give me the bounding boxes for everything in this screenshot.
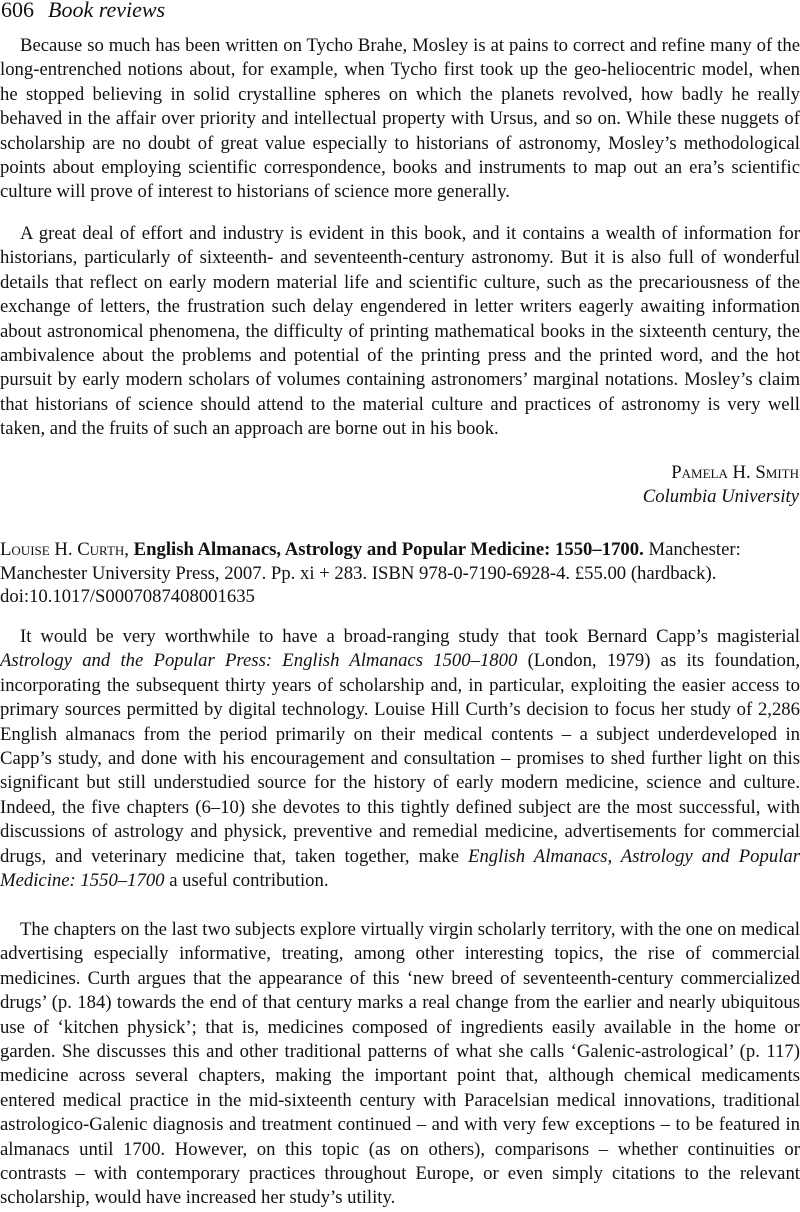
review2-p1-text-b: (London, 1979) as its foundation, incorporating the subsequent thirty years of scholarship and, in particular, exploiting the easier access to primary sources permitted by digital technology. Louise Hill Curth’s decision to focus her study of 2,286 English almanacs from the period primarily on their medical contents – a subject underdeveloped in Capp’s study, and done with his encouragement and consultation – promises to shed further light on this significant but still understudied source for the history of early modern medicine, science and culture. Indeed, the five chapters (6–10) she devotes to this tightly defined subject are the most successful, with discussions of astrology and physick, preventive and remedial medicine, advertisements for commercial drugs, and veterinary medicine that, taken together, make — [0, 650, 800, 867]
review2-p1-text-a: It would be very worthwhile to have a broad-ranging study that took Bernard Capp’s magisterial — [20, 626, 800, 647]
capp-book-title: Astrology and the Popular Press: English Almanacs 1500–1800 — [0, 650, 518, 672]
review1-paragraph-2: A great deal of effort and industry is evident in this book, and it contains a wealth of information for historians, particularly of sixteenth- and seventeenth-century astronomy. But it is also full of wonderful details that reflect on early modern material life and scientific culture, such as the precariousness of the exchange of letters, the frustration such delay engendered in letter writers eagerly awaiting information about astronomical phenomena, the difficulty of printing mathematical books in the sixteenth century, the ambivalence about the problems and potential of the printing press and the printed word, and the hot pursuit by early modern scholars of volumes containing astronomers’ marginal notations. Mosley’s claim that historians of science should attend to the material culture and practices of astronomy is very well taken, and the fruits of such an approach are borne out in his book. — [0, 223, 800, 440]
curth-book-title: English Almanacs, Astrology and Popular Medicine: 1550–1700 — [0, 845, 800, 892]
running-head — [1, 0, 165, 24]
review2-book-title: English Almanacs, Astrology and Popular Medicine: 1550–1700. — [133, 539, 644, 560]
page-number: 606 — [1, 0, 34, 22]
review2-citation: Louise H. Curth, English Almanacs, Astrology and Popular Medicine: 1550–1700. Manchester: Manchester University Press, 2007. Pp. xi + 283. ISBN 978-0-7190-6928-4. £55.00 (hardback). doi:10.1017/S0007087408001635 — [0, 538, 800, 609]
reviewer-affiliation: Columbia University — [642, 486, 799, 507]
review2-paragraph-2: The chapters on the last two subjects explore virtually virgin scholarly territory, with the one on medical advertising especially informative, treating, among other interesting topics, the rise of commercial medicines. Curth argues that the appearance of this ‘new breed of seventeenth-century commercialized drugs’ (p. 184) towards the end of that century marks a real change from the earlier and nearly ubiquitous use of ‘kitchen physick’; that is, medicines composed of ingredients easily available in the home or garden. She discusses this and other traditional patterns of what she calls ‘Galenic-astrological’ (p. 117) medicine across several chapters, making the important point that, although chemical medicaments entered medical practice in the mid-sixteenth century with Paracelsian medical innovations, traditional astrologico-Galenic diagnosis and treatment continued – and with very few exceptions – to be featured in almanacs until 1700. However, on this topic (as on others), comparisons – whether continuities or contrasts – with contemporary practices throughout Europe, or even simply citations to the relevant scholarship, would have increased her study’s utility. — [0, 919, 800, 1209]
section-title: Book reviews — [48, 0, 166, 22]
review2-publication-details: Manchester: Manchester University Press, 2007. Pp. xi + 283. ISBN 978-0-7190-6928-4. £55.00 (hardback). — [0, 539, 741, 584]
review1-paragraph-1: Because so much has been written on Tycho Brahe, Mosley is at pains to correct and refine many of the long-entrenched notions about, for example, when Tycho first took up the geo-heliocentric model, when he stopped believing in solid crystalline spheres on which the planets revolved, how badly he really behaved in the affair over priority and intellectual property with Ursus, and so on. While these nuggets of scholarship are no doubt of great value especially to historians of astronomy, Mosley’s methodological points about employing scientific correspondence, books and instruments to map out an era’s scientific culture will prove of interest to historians of science more generally. — [0, 35, 800, 203]
reviewer-name: Pamela H. Smith — [671, 462, 799, 483]
review2-doi: doi:10.1017/S0007087408001635 — [0, 586, 255, 608]
review2-author: Louise H. Curth — [0, 539, 125, 560]
review2-p1-text-c: a useful contribution. — [164, 870, 329, 892]
review2-paragraph-1 — [0, 625, 800, 893]
